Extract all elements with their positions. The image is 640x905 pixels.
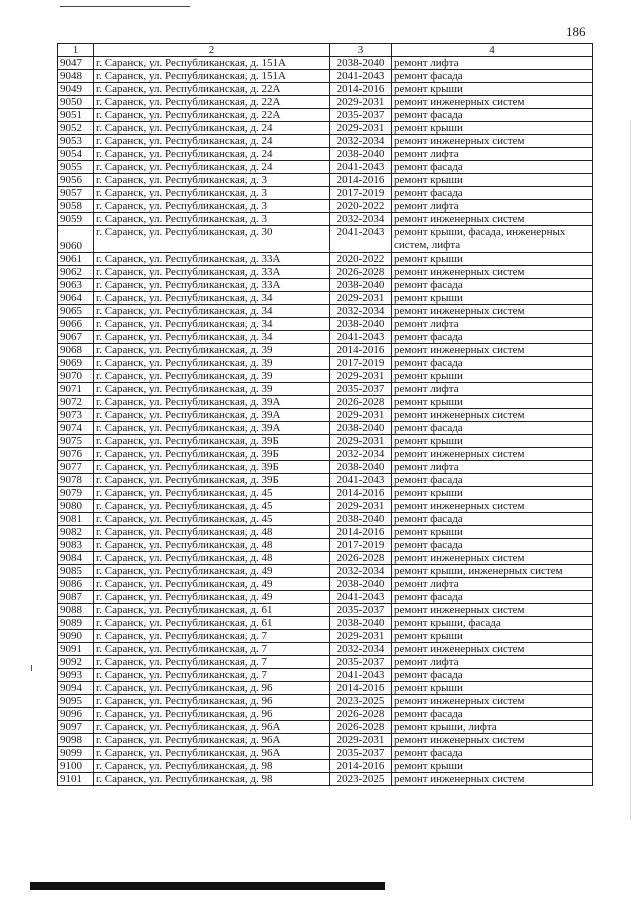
row-address: г. Саранск, ул. Республиканская, д. 39	[94, 357, 330, 370]
table-row	[58, 226, 593, 253]
row-address: г. Саранск, ул. Республиканская, д. 45	[94, 500, 330, 513]
row-period: 2014-2016	[330, 526, 392, 539]
row-number: 9076	[58, 448, 94, 461]
row-work-type: ремонт фасада	[392, 187, 593, 200]
row-number: 9059	[58, 213, 94, 226]
header-col-3: 3	[330, 44, 392, 57]
table-row	[58, 57, 593, 70]
row-number: 9097	[58, 721, 94, 734]
row-period: 2014-2016	[330, 344, 392, 357]
row-period: 2029-2031	[330, 435, 392, 448]
row-work-type: ремонт лифта	[392, 383, 593, 396]
row-address: г. Саранск, ул. Республиканская, д. 98	[94, 760, 330, 773]
table-row	[58, 96, 593, 109]
header-col-1: 1	[58, 44, 94, 57]
row-period: 2032-2034	[330, 305, 392, 318]
table-row	[58, 617, 593, 630]
row-number: 9047	[58, 57, 94, 70]
row-work-type: ремонт инженерных систем	[392, 213, 593, 226]
row-number: 9087	[58, 591, 94, 604]
row-address: г. Саранск, ул. Республиканская, д. 151А	[94, 70, 330, 83]
row-number: 9054	[58, 148, 94, 161]
row-address: г. Саранск, ул. Республиканская, д. 151А	[94, 57, 330, 70]
table-row	[58, 213, 593, 226]
page-number: 186	[566, 24, 586, 39]
row-number: 9067	[58, 331, 94, 344]
row-number: 9080	[58, 500, 94, 513]
row-period: 2026-2028	[330, 396, 392, 409]
row-address: г. Саранск, ул. Республиканская, д. 39Б	[94, 474, 330, 487]
row-work-type: ремонт фасада	[392, 591, 593, 604]
top-rule	[60, 6, 190, 7]
row-period: 2035-2037	[330, 109, 392, 122]
row-work-type: ремонт крыши	[392, 83, 593, 96]
row-work-type: ремонт крыши	[392, 122, 593, 135]
row-address: г. Саранск, ул. Республиканская, д. 22А	[94, 83, 330, 96]
row-period: 2041-2043	[330, 226, 392, 253]
row-period: 2020-2022	[330, 253, 392, 266]
table-row	[58, 474, 593, 487]
row-address: г. Саранск, ул. Республиканская, д. 96А	[94, 747, 330, 760]
row-work-type: ремонт крыши, фасада	[392, 617, 593, 630]
row-address: г. Саранск, ул. Республиканская, д. 3	[94, 200, 330, 213]
row-period: 2038-2040	[330, 513, 392, 526]
row-work-type: ремонт крыши	[392, 396, 593, 409]
row-address: г. Саранск, ул. Республиканская, д. 96А	[94, 734, 330, 747]
row-address: г. Саранск, ул. Республиканская, д. 61	[94, 604, 330, 617]
row-work-type: ремонт инженерных систем	[392, 552, 593, 565]
table-row	[58, 370, 593, 383]
row-address: г. Саранск, ул. Республиканская, д. 39	[94, 383, 330, 396]
row-period: 2029-2031	[330, 292, 392, 305]
row-address: г. Саранск, ул. Республиканская, д. 96	[94, 708, 330, 721]
row-work-type: ремонт инженерных систем	[392, 643, 593, 656]
row-address: г. Саранск, ул. Республиканская, д. 3	[94, 187, 330, 200]
table-row	[58, 253, 593, 266]
row-address: г. Саранск, ул. Республиканская, д. 45	[94, 487, 330, 500]
table-row	[58, 773, 593, 786]
row-address: г. Саранск, ул. Республиканская, д. 39А	[94, 409, 330, 422]
scan-edge-line	[630, 120, 631, 820]
row-number: 9048	[58, 70, 94, 83]
table-row	[58, 174, 593, 187]
row-number: 9094	[58, 682, 94, 695]
table-row	[58, 526, 593, 539]
row-period: 2029-2031	[330, 734, 392, 747]
row-number: 9070	[58, 370, 94, 383]
row-address: г. Саранск, ул. Республиканская, д. 39А	[94, 396, 330, 409]
table-row	[58, 734, 593, 747]
row-period: 2032-2034	[330, 643, 392, 656]
row-number: 9083	[58, 539, 94, 552]
row-work-type: ремонт крыши, фасада, инженерных систем, лифта	[392, 226, 593, 253]
row-work-type: ремонт лифта	[392, 656, 593, 669]
header-col-2: 2	[94, 44, 330, 57]
table-row	[58, 122, 593, 135]
row-address: г. Саранск, ул. Республиканская, д. 39Б	[94, 448, 330, 461]
row-number: 9079	[58, 487, 94, 500]
row-work-type: ремонт инженерных систем	[392, 500, 593, 513]
row-number: 9093	[58, 669, 94, 682]
row-address: г. Саранск, ул. Республиканская, д. 48	[94, 526, 330, 539]
row-work-type: ремонт фасада	[392, 513, 593, 526]
row-address: г. Саранск, ул. Республиканская, д. 24	[94, 148, 330, 161]
row-number: 9058	[58, 200, 94, 213]
row-number: 9056	[58, 174, 94, 187]
table-row	[58, 279, 593, 292]
table-row	[58, 604, 593, 617]
row-number: 9098	[58, 734, 94, 747]
row-work-type: ремонт инженерных систем	[392, 734, 593, 747]
row-number: 9084	[58, 552, 94, 565]
row-period: 2038-2040	[330, 617, 392, 630]
table-row	[58, 161, 593, 174]
table-row	[58, 109, 593, 122]
row-address: г. Саранск, ул. Республиканская, д. 45	[94, 513, 330, 526]
row-number: 9082	[58, 526, 94, 539]
table-row	[58, 760, 593, 773]
table-row	[58, 539, 593, 552]
row-address: г. Саранск, ул. Республиканская, д. 98	[94, 773, 330, 786]
row-number: 9049	[58, 83, 94, 96]
row-address: г. Саранск, ул. Республиканская, д. 24	[94, 122, 330, 135]
row-period: 2029-2031	[330, 500, 392, 513]
capital-repair-table	[57, 43, 593, 786]
row-work-type: ремонт инженерных систем	[392, 604, 593, 617]
row-period: 2029-2031	[330, 409, 392, 422]
row-number: 9077	[58, 461, 94, 474]
row-number: 9088	[58, 604, 94, 617]
row-number: 9062	[58, 266, 94, 279]
row-number: 9072	[58, 396, 94, 409]
table-row	[58, 383, 593, 396]
row-address: г. Саранск, ул. Республиканская, д. 7	[94, 630, 330, 643]
row-period: 2038-2040	[330, 318, 392, 331]
table-row	[58, 292, 593, 305]
row-work-type: ремонт лифта	[392, 318, 593, 331]
row-number: 9057	[58, 187, 94, 200]
row-address: г. Саранск, ул. Республиканская, д. 49	[94, 578, 330, 591]
row-period: 2035-2037	[330, 656, 392, 669]
table-row	[58, 200, 593, 213]
row-number: 9081	[58, 513, 94, 526]
row-period: 2032-2034	[330, 213, 392, 226]
table-row	[58, 187, 593, 200]
row-work-type: ремонт лифта	[392, 57, 593, 70]
row-work-type: ремонт фасада	[392, 708, 593, 721]
table-row	[58, 565, 593, 578]
table-row	[58, 578, 593, 591]
table-body	[58, 57, 593, 786]
row-number: 9078	[58, 474, 94, 487]
row-period: 2035-2037	[330, 383, 392, 396]
row-work-type: ремонт инженерных систем	[392, 344, 593, 357]
row-number: 9100	[58, 760, 94, 773]
row-period: 2038-2040	[330, 148, 392, 161]
table-row	[58, 435, 593, 448]
row-period: 2032-2034	[330, 565, 392, 578]
row-address: г. Саранск, ул. Республиканская, д. 7	[94, 643, 330, 656]
row-period: 2014-2016	[330, 760, 392, 773]
row-work-type: ремонт крыши, лифта	[392, 721, 593, 734]
row-number: 9066	[58, 318, 94, 331]
row-work-type: ремонт фасада	[392, 747, 593, 760]
table-row	[58, 83, 593, 96]
row-work-type: ремонт фасада	[392, 70, 593, 83]
row-number: 9090	[58, 630, 94, 643]
row-number: 9053	[58, 135, 94, 148]
row-work-type: ремонт фасада	[392, 539, 593, 552]
row-work-type: ремонт крыши	[392, 760, 593, 773]
row-period: 2032-2034	[330, 135, 392, 148]
row-period: 2026-2028	[330, 708, 392, 721]
table-row	[58, 357, 593, 370]
scan-bottom-bar	[30, 882, 385, 890]
row-address: г. Саранск, ул. Республиканская, д. 24	[94, 161, 330, 174]
row-work-type: ремонт крыши	[392, 370, 593, 383]
row-period: 2014-2016	[330, 487, 392, 500]
row-address: г. Саранск, ул. Республиканская, д. 24	[94, 135, 330, 148]
row-period: 2038-2040	[330, 422, 392, 435]
row-number: 9068	[58, 344, 94, 357]
row-address: г. Саранск, ул. Республиканская, д. 33А	[94, 266, 330, 279]
table-row	[58, 487, 593, 500]
row-number: 9096	[58, 708, 94, 721]
row-number: 9089	[58, 617, 94, 630]
row-address: г. Саранск, ул. Республиканская, д. 48	[94, 539, 330, 552]
row-address: г. Саранск, ул. Республиканская, д. 22А	[94, 96, 330, 109]
table-row	[58, 656, 593, 669]
row-work-type: ремонт инженерных систем	[392, 448, 593, 461]
table-row	[58, 331, 593, 344]
table-row	[58, 318, 593, 331]
row-address: г. Саранск, ул. Республиканская, д. 96	[94, 695, 330, 708]
row-address: г. Саранск, ул. Республиканская, д. 34	[94, 318, 330, 331]
table-row	[58, 669, 593, 682]
row-work-type: ремонт лифта	[392, 148, 593, 161]
row-period: 2017-2019	[330, 357, 392, 370]
row-work-type: ремонт фасада	[392, 161, 593, 174]
table-row	[58, 266, 593, 279]
row-number: 9085	[58, 565, 94, 578]
row-work-type: ремонт фасада	[392, 331, 593, 344]
row-period: 2041-2043	[330, 591, 392, 604]
row-period: 2041-2043	[330, 331, 392, 344]
row-number: 9065	[58, 305, 94, 318]
row-number: 9073	[58, 409, 94, 422]
row-work-type: ремонт крыши	[392, 292, 593, 305]
row-work-type: ремонт крыши	[392, 682, 593, 695]
row-period: 2029-2031	[330, 630, 392, 643]
table-row	[58, 70, 593, 83]
row-work-type: ремонт крыши	[392, 435, 593, 448]
row-address: г. Саранск, ул. Республиканская, д. 7	[94, 656, 330, 669]
row-number: 9095	[58, 695, 94, 708]
row-address: г. Саранск, ул. Республиканская, д. 39	[94, 370, 330, 383]
row-work-type: ремонт лифта	[392, 200, 593, 213]
row-address: г. Саранск, ул. Республиканская, д. 96А	[94, 721, 330, 734]
row-address: г. Саранск, ул. Республиканская, д. 61	[94, 617, 330, 630]
row-address: г. Саранск, ул. Республиканская, д. 39А	[94, 422, 330, 435]
row-work-type: ремонт инженерных систем	[392, 135, 593, 148]
table-row	[58, 552, 593, 565]
row-period: 2026-2028	[330, 721, 392, 734]
row-address: г. Саранск, ул. Республиканская, д. 49	[94, 565, 330, 578]
row-period: 2032-2034	[330, 448, 392, 461]
row-work-type: ремонт фасада	[392, 109, 593, 122]
row-work-type: ремонт инженерных систем	[392, 409, 593, 422]
row-address: г. Саранск, ул. Республиканская, д. 39Б	[94, 461, 330, 474]
row-number: 9101	[58, 773, 94, 786]
table-row	[58, 448, 593, 461]
row-period: 2038-2040	[330, 279, 392, 292]
margin-mark	[31, 665, 32, 671]
row-work-type: ремонт инженерных систем	[392, 266, 593, 279]
table-row	[58, 682, 593, 695]
row-number: 9064	[58, 292, 94, 305]
table-row	[58, 695, 593, 708]
table-row	[58, 135, 593, 148]
row-address: г. Саранск, ул. Республиканская, д. 34	[94, 292, 330, 305]
row-address: г. Саранск, ул. Республиканская, д. 7	[94, 669, 330, 682]
table-row	[58, 630, 593, 643]
row-period: 2020-2022	[330, 200, 392, 213]
row-period: 2038-2040	[330, 57, 392, 70]
row-address: г. Саранск, ул. Республиканская, д. 30	[94, 226, 330, 253]
row-number: 9063	[58, 279, 94, 292]
row-address: г. Саранск, ул. Республиканская, д. 3	[94, 174, 330, 187]
row-address: г. Саранск, ул. Республиканская, д. 49	[94, 591, 330, 604]
row-period: 2023-2025	[330, 695, 392, 708]
row-period: 2014-2016	[330, 83, 392, 96]
header-row	[58, 44, 593, 57]
table-row	[58, 708, 593, 721]
row-number: 9086	[58, 578, 94, 591]
row-address: г. Саранск, ул. Республиканская, д. 34	[94, 305, 330, 318]
row-work-type: ремонт инженерных систем	[392, 305, 593, 318]
row-work-type: ремонт крыши, инженерных систем	[392, 565, 593, 578]
row-number: 9051	[58, 109, 94, 122]
row-period: 2041-2043	[330, 161, 392, 174]
table-row	[58, 643, 593, 656]
row-period: 2041-2043	[330, 669, 392, 682]
row-number: 9075	[58, 435, 94, 448]
row-period: 2041-2043	[330, 70, 392, 83]
row-address: г. Саранск, ул. Республиканская, д. 39Б	[94, 435, 330, 448]
row-number: 9055	[58, 161, 94, 174]
row-work-type: ремонт фасада	[392, 422, 593, 435]
row-number: 9061	[58, 253, 94, 266]
row-address: г. Саранск, ул. Республиканская, д. 96	[94, 682, 330, 695]
row-work-type: ремонт крыши	[392, 526, 593, 539]
row-address: г. Саранск, ул. Республиканская, д. 22А	[94, 109, 330, 122]
row-work-type: ремонт инженерных систем	[392, 96, 593, 109]
row-work-type: ремонт фасада	[392, 474, 593, 487]
table-row	[58, 344, 593, 357]
row-period: 2041-2043	[330, 474, 392, 487]
row-work-type: ремонт лифта	[392, 461, 593, 474]
row-period: 2038-2040	[330, 578, 392, 591]
row-period: 2017-2019	[330, 539, 392, 552]
row-number: 9092	[58, 656, 94, 669]
row-work-type: ремонт лифта	[392, 578, 593, 591]
row-number: 9050	[58, 96, 94, 109]
row-address: г. Саранск, ул. Республиканская, д. 3	[94, 213, 330, 226]
row-work-type: ремонт крыши	[392, 487, 593, 500]
table-row	[58, 513, 593, 526]
row-work-type: ремонт фасада	[392, 357, 593, 370]
table-row	[58, 396, 593, 409]
row-work-type: ремонт инженерных систем	[392, 773, 593, 786]
row-work-type: ремонт крыши	[392, 253, 593, 266]
row-address: г. Саранск, ул. Республиканская, д. 33А	[94, 253, 330, 266]
row-period: 2026-2028	[330, 266, 392, 279]
row-number: 9091	[58, 643, 94, 656]
row-number: 9074	[58, 422, 94, 435]
table-row	[58, 461, 593, 474]
row-period: 2017-2019	[330, 187, 392, 200]
row-work-type: ремонт фасада	[392, 279, 593, 292]
row-number: 9060	[58, 226, 94, 253]
table-row	[58, 305, 593, 318]
table-row	[58, 721, 593, 734]
table-row	[58, 500, 593, 513]
row-period: 2038-2040	[330, 461, 392, 474]
row-address: г. Саранск, ул. Республиканская, д. 33А	[94, 279, 330, 292]
row-work-type: ремонт крыши	[392, 174, 593, 187]
row-period: 2029-2031	[330, 370, 392, 383]
row-number: 9099	[58, 747, 94, 760]
row-address: г. Саранск, ул. Республиканская, д. 48	[94, 552, 330, 565]
row-period: 2035-2037	[330, 604, 392, 617]
row-work-type: ремонт фасада	[392, 669, 593, 682]
row-period: 2014-2016	[330, 682, 392, 695]
header-col-4: 4	[392, 44, 593, 57]
row-work-type: ремонт крыши	[392, 630, 593, 643]
row-address: г. Саранск, ул. Республиканская, д. 39	[94, 344, 330, 357]
table-row	[58, 591, 593, 604]
row-number: 9071	[58, 383, 94, 396]
row-period: 2029-2031	[330, 122, 392, 135]
row-number: 9052	[58, 122, 94, 135]
row-period: 2014-2016	[330, 174, 392, 187]
table-row	[58, 148, 593, 161]
table-row	[58, 409, 593, 422]
row-address: г. Саранск, ул. Республиканская, д. 34	[94, 331, 330, 344]
table-row	[58, 747, 593, 760]
table-row	[58, 422, 593, 435]
row-work-type: ремонт инженерных систем	[392, 695, 593, 708]
row-period: 2023-2025	[330, 773, 392, 786]
row-period: 2029-2031	[330, 96, 392, 109]
row-period: 2026-2028	[330, 552, 392, 565]
row-number: 9069	[58, 357, 94, 370]
row-period: 2035-2037	[330, 747, 392, 760]
